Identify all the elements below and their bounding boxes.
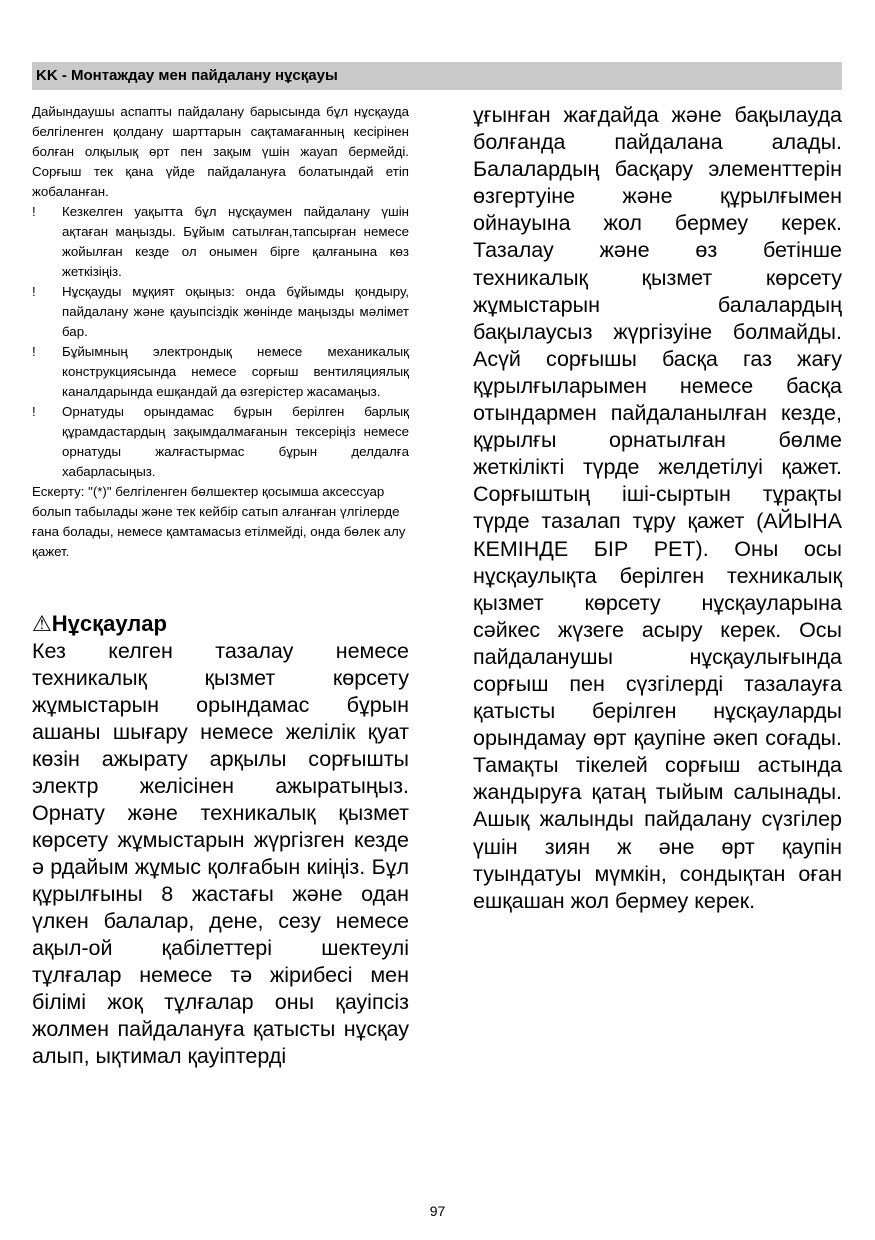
page-number: 97 — [429, 1203, 446, 1219]
bullet-text: Орнатуды орындамас бұрын берілген барлық құрамдастардың зақымдалмағанын тексеріңіз немесе орнатуды жалғастырмас бұрын делдалға хабарласыңыз. — [62, 404, 409, 479]
note-paragraph: Ескерту: "(*)" белгіленген бөлшектер қосымша аксессуар болып табылады және тек кейбір сатып алғанған үлгілерде ғана болады, немесе қамтамасыз етілмейді, онда бөлек алу қажет. — [32, 484, 406, 559]
bullet-item — [32, 282, 409, 342]
bullet-text: Нұсқауды мұқият оқыңыз: онда бұйымды қондыру, пайдалану және қауыпсіздік жөнінде маңызды мәлімет бар. — [62, 284, 409, 339]
exclamation-icon: ! — [32, 284, 36, 299]
bullet-item — [32, 342, 409, 402]
exclamation-icon: ! — [32, 344, 36, 359]
exclamation-icon: ! — [32, 404, 36, 419]
bullet-text: Кезкелген уақытта бұл нұсқаумен пайдалану үшін ақтаған маңызды. Бұйым сатылған,тапсырған немесе жойылған кезде ол онымен бірге қалғанына көз жеткізіңіз. — [62, 204, 409, 279]
warnings-text-right: ұғынған жағдайда және бақылауда болғанда пайдалана алады. Балалардың басқару элементтерін өзгертуіне және құрылғымен ойнауына жол бермеу керек. Тазалау және өз бетінше техникалық қызмет көрсету жұмыстарын балалардың бақылаусыз жүргізуіне болмайды. Асүй сорғышы басқа газ жағу құрылғыларымен немесе басқа отындармен пайдаланылған кезде, құрылғы орнатылған бөлме жеткілікті түрде желдетілуі қажет. Сорғыштың іші-сыртын тұрақты түрде тазалап тұру қажет (АЙЫНА КЕМІНДЕ БІР РЕТ). Оны осы нұсқаулықта берілген техникалық қызмет көрсету нұсқауларына сәйкес жүзеге асыру керек. Осы пайдаланушы нұсқаулығында сорғыш пен сүзгілерді тазалауға қатысты берілген нұсқауларды орындамау өрт қаупіне әкеп соғады. Тамақты тікелей сорғыш астында жандыруға қатаң тыйым салынады. Ашық жалынды пайдалану сүзгілер үшін зиян ж әне өрт қаупін туындатуы мүмкін, сондықтан оған ешқашан жол бермеу керек. — [473, 103, 842, 913]
warnings-text-left: Кез келген тазалау немесе техникалық қызмет көрсету жұмыстарын орындамас бұрын ашаны шығару немесе желілік қуат көзін ажырату арқылы сорғышты электр желісінен ажыратыңыз. Орнату және техникалық қызмет көрсету жұмыстарын жүргізген кезде ә рдайым жұмыс қолғабын киіңіз. Бұл құрылғыны 8 жастағы және одан үлкен балалар, дене, сезу немесе ақыл-ой қабілеттері шектеулі тұлғалар немесе тә жірибесі мен білімі жоқ тұлғалар оны қауіпсіз жолмен пайдалануға қатысты нұсқау алып, ықтимал қауіптерді — [32, 639, 409, 1068]
intro-paragraph: Дайындаушы аспапты пайдалану барысында бұл нұсқауда белгіленген қолдану шарттарын сақтамағанның кесірінен болған олқылық өрт пен зақым үшін жауап бермейді. Сорғыш тек қана үйде пайдалануға болатындай етіп жобаланған. — [32, 104, 409, 199]
section-title: KK - Монтаждау мен пайдалану нұсқауы — [36, 67, 338, 84]
bullet-item — [32, 202, 409, 282]
section-header-bar — [32, 62, 842, 90]
bullet-text: Бұйымның электрондық немесе механикалық конструкциясында немесе сорғыш вентиляциялық каналдарында ешқандай да өзгерістер жасамаңыз. — [62, 344, 409, 399]
exclamation-icon: ! — [32, 204, 36, 219]
intro-column — [32, 102, 409, 562]
warnings-heading: ⚠Нұсқаулар — [32, 611, 167, 636]
bullet-item — [32, 402, 409, 482]
